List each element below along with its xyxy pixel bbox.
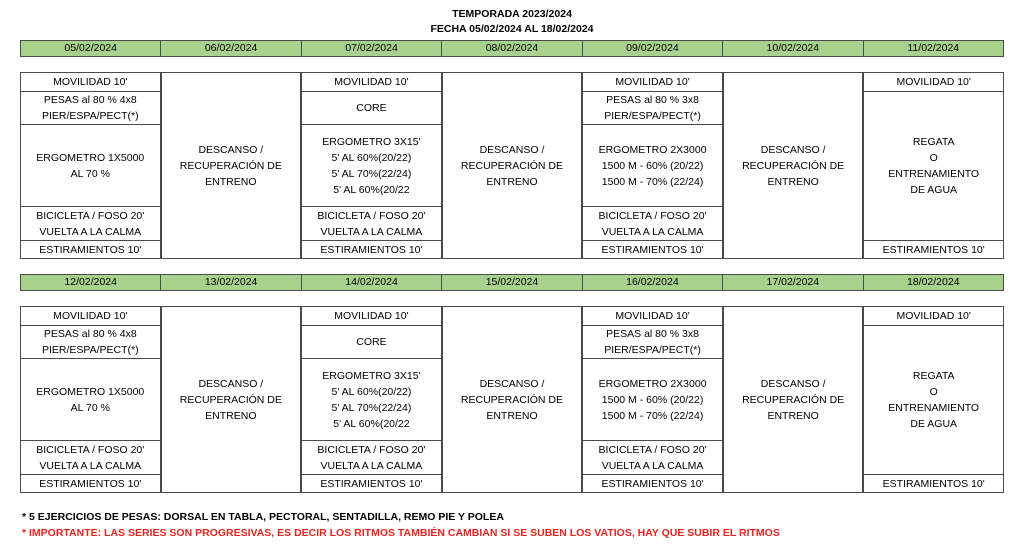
cell-text-line: ENTRENO <box>486 409 538 422</box>
cell-text-line: 1500 M - 70% (22/24) <box>601 175 704 188</box>
weights-cell <box>582 325 723 359</box>
cell-text-line: ENTRENO <box>205 175 257 188</box>
cell-text-line: DE AGUA <box>910 418 958 430</box>
weights-cell <box>20 325 161 359</box>
mobility-cell <box>301 306 442 326</box>
date-cell: 13/02/2024 <box>161 275 301 291</box>
regatta-cell <box>863 91 1004 241</box>
cell-text-line: ESTIRAMIENTOS 10' <box>601 243 704 256</box>
cell-text-line: 5' AL 60%(20/22 <box>333 417 410 430</box>
cell-text-line: BICICLETA / FOSO 20' <box>317 209 426 222</box>
cell-text-line: ESTIRAMIENTOS 10' <box>882 243 985 256</box>
core-cell <box>301 91 442 125</box>
cell-text-line: 1500 M - 60% (20/22) <box>601 159 704 172</box>
cooldown-cell <box>20 440 161 475</box>
cell-text-line: RECUPERACIÓN DE <box>179 159 282 172</box>
cooldown-cell <box>582 440 723 475</box>
cell-text-line: REGATA <box>912 370 955 382</box>
rest-cell <box>442 306 583 493</box>
date-cell: 10/02/2024 <box>723 41 863 57</box>
date-cell: 05/02/2024 <box>21 41 161 57</box>
cell-text-line: DESCANSO / <box>479 143 545 156</box>
cell-text-line: CORE <box>356 102 387 114</box>
cell-text-line: ESTIRAMIENTOS 10' <box>39 477 142 490</box>
week-1-date-header <box>20 40 1004 57</box>
week-2-date-header <box>20 274 1004 291</box>
cell-text-line: PIER/ESPA/PECT(*) <box>41 344 139 356</box>
stretching-cell <box>301 240 442 259</box>
cell-text-line: MOVILIDAD 10' <box>615 310 690 322</box>
cell-text-line: BICICLETA / FOSO 20' <box>598 443 707 456</box>
cell-text-line: BICICLETA / FOSO 20' <box>36 209 145 222</box>
cell-text-line: MOVILIDAD 10' <box>334 310 409 322</box>
date-cell: 17/02/2024 <box>723 275 863 291</box>
cell-text-line: DESCANSO / <box>198 377 264 390</box>
cell-text-line: MOVILIDAD 10' <box>615 76 690 88</box>
date-range-title: FECHA 05/02/2024 AL 18/02/2024 <box>430 23 594 35</box>
ergometer-cell <box>301 124 442 207</box>
regatta-cell <box>863 325 1004 475</box>
cell-text-line: DESCANSO / <box>760 377 826 390</box>
cell-text-line: ESTIRAMIENTOS 10' <box>320 243 423 256</box>
stretching-cell <box>301 474 442 493</box>
day-column <box>20 72 161 258</box>
cell-text-line: ESTIRAMIENTOS 10' <box>601 477 704 490</box>
mobility-cell <box>863 306 1004 326</box>
weights-cell <box>582 91 723 125</box>
cell-text-line: PESAS al 80 % 3x8 <box>606 328 699 340</box>
rest-cell <box>442 72 583 259</box>
date-cell: 08/02/2024 <box>442 41 582 57</box>
cell-text-line: MOVILIDAD 10' <box>53 310 128 322</box>
cell-text-line: VUELTA A LA CALMA <box>601 459 704 472</box>
date-cell: 12/02/2024 <box>21 275 161 291</box>
cell-text-line: RECUPERACIÓN DE <box>742 393 845 406</box>
footnote-important: * IMPORTANTE: LAS SERIES SON PROGRESIVAS, ES DECIR LOS RITMOS TAMBIÉN CAMBIAN SI SE SUBEN LOS VATIOS, HAY QUE SUBIR EL RITMOS <box>22 527 780 539</box>
cell-text-line: VUELTA A LA CALMA <box>320 459 423 472</box>
date-cell: 14/02/2024 <box>301 275 441 291</box>
cooldown-cell <box>20 206 161 241</box>
cell-text-line: 5' AL 70%(22/24) <box>331 401 412 414</box>
cell-text-line: ESTIRAMIENTOS 10' <box>320 477 423 490</box>
cell-text-line: ERGOMETRO 1X5000 <box>36 151 145 164</box>
ergometer-cell <box>301 358 442 441</box>
cell-text-line: 1500 M - 70% (22/24) <box>601 409 704 422</box>
rest-cell <box>723 72 864 259</box>
cell-text-line: ERGOMETRO 3X15' <box>322 135 421 148</box>
cell-text-line: DESCANSO / <box>479 377 545 390</box>
stretching-cell <box>863 474 1004 493</box>
day-column <box>442 306 583 492</box>
cell-text-line: MOVILIDAD 10' <box>896 310 971 322</box>
ergometer-cell <box>582 124 723 207</box>
date-cell: 18/02/2024 <box>863 275 1003 291</box>
cell-text-line: ESTIRAMIENTOS 10' <box>39 243 142 256</box>
day-column <box>301 306 442 492</box>
cell-text-line: VUELTA A LA CALMA <box>39 225 142 238</box>
stretching-cell <box>20 240 161 259</box>
day-column <box>20 306 161 492</box>
cell-text-line: ERGOMETRO 2X3000 <box>598 143 707 156</box>
mobility-cell <box>301 72 442 92</box>
cell-text-line: AL 70 % <box>70 401 110 414</box>
mobility-cell <box>582 72 723 92</box>
stretching-cell <box>582 474 723 493</box>
cell-text-line: ENTRENO <box>767 175 819 188</box>
cell-text-line: O <box>929 152 938 164</box>
date-cell: 11/02/2024 <box>863 41 1003 57</box>
day-column <box>723 306 864 492</box>
cell-text-line: VUELTA A LA CALMA <box>39 459 142 472</box>
cell-text-line: ENTRENO <box>767 409 819 422</box>
rest-cell <box>161 72 302 259</box>
cell-text-line: REGATA <box>912 136 955 148</box>
cooldown-cell <box>301 206 442 241</box>
ergometer-cell <box>582 358 723 441</box>
cell-text-line: 5' AL 60%(20/22 <box>333 183 410 196</box>
day-column <box>582 306 723 492</box>
cell-text-line: RECUPERACIÓN DE <box>460 159 564 172</box>
date-cell: 15/02/2024 <box>442 275 582 291</box>
cell-text-line: MOVILIDAD 10' <box>334 76 409 88</box>
cell-text-line: RECUPERACIÓN DE <box>460 393 564 406</box>
cell-text-line: BICICLETA / FOSO 20' <box>598 209 707 222</box>
day-column <box>582 72 723 258</box>
cell-text-line: PIER/ESPA/PECT(*) <box>604 110 701 122</box>
cell-text-line: 5' AL 70%(22/24) <box>331 167 412 180</box>
cell-text-line: 1500 M - 60% (20/22) <box>601 393 704 406</box>
mobility-cell <box>863 72 1004 92</box>
cell-text-line: ESTIRAMIENTOS 10' <box>882 477 985 490</box>
cell-text-line: DESCANSO / <box>760 143 826 156</box>
stretching-cell <box>20 474 161 493</box>
rest-cell <box>723 306 864 493</box>
cell-text-line: RECUPERACIÓN DE <box>742 159 845 172</box>
cell-text-line: PESAS al 80 % 4x8 <box>43 328 137 340</box>
stretching-cell <box>582 240 723 259</box>
cell-text-line: PIER/ESPA/PECT(*) <box>41 110 139 122</box>
core-cell <box>301 325 442 359</box>
footnote-weights: * 5 EJERCICIOS DE PESAS: DORSAL EN TABLA, PECTORAL, SENTADILLA, REMO PIE Y POLEA <box>22 511 504 523</box>
date-cell: 07/02/2024 <box>301 41 441 57</box>
mobility-cell <box>582 306 723 326</box>
cell-text-line: 5' AL 60%(20/22) <box>331 385 412 398</box>
cell-text-line: VUELTA A LA CALMA <box>320 225 423 238</box>
cell-text-line: ERGOMETRO 2X3000 <box>598 377 707 390</box>
rest-cell <box>161 306 302 493</box>
cell-text-line: MOVILIDAD 10' <box>53 76 128 88</box>
cell-text-line: ERGOMETRO 3X15' <box>322 369 421 382</box>
day-column <box>863 72 1004 258</box>
cooldown-cell <box>301 440 442 475</box>
cell-text-line: BICICLETA / FOSO 20' <box>317 443 426 456</box>
stretching-cell <box>863 240 1004 259</box>
cell-text-line: O <box>929 386 938 398</box>
cell-text-line: ENTRENAMIENTO <box>888 402 980 414</box>
cell-text-line: ENTRENAMIENTO <box>888 168 980 180</box>
date-cell: 16/02/2024 <box>582 275 722 291</box>
cell-text-line: DE AGUA <box>910 184 958 196</box>
day-column <box>301 72 442 258</box>
cell-text-line: ERGOMETRO 1X5000 <box>36 385 145 398</box>
cell-text-line: 5' AL 60%(20/22) <box>331 151 412 164</box>
cell-text-line: PESAS al 80 % 3x8 <box>606 94 699 106</box>
date-cell: 09/02/2024 <box>582 41 722 57</box>
season-title: TEMPORADA 2023/2024 <box>452 8 572 20</box>
cell-text-line: ENTRENO <box>486 175 538 188</box>
cell-text-line: ENTRENO <box>205 409 257 422</box>
cell-text-line: MOVILIDAD 10' <box>896 76 971 88</box>
cell-text-line: CORE <box>356 336 387 348</box>
cell-text-line: AL 70 % <box>70 167 110 180</box>
mobility-cell <box>20 306 161 326</box>
day-column <box>161 72 302 258</box>
date-cell: 06/02/2024 <box>161 41 301 57</box>
day-column <box>442 72 583 258</box>
ergometer-cell <box>20 358 161 441</box>
cell-text-line: VUELTA A LA CALMA <box>601 225 704 238</box>
cell-text-line: PESAS al 80 % 4x8 <box>43 94 137 106</box>
ergometer-cell <box>20 124 161 207</box>
weights-cell <box>20 91 161 125</box>
cell-text-line: RECUPERACIÓN DE <box>179 393 282 406</box>
day-column <box>863 306 1004 492</box>
cell-text-line: PIER/ESPA/PECT(*) <box>604 344 701 356</box>
cell-text-line: DESCANSO / <box>198 143 264 156</box>
cell-text-line: BICICLETA / FOSO 20' <box>36 443 145 456</box>
day-column <box>723 72 864 258</box>
mobility-cell <box>20 72 161 92</box>
day-column <box>161 306 302 492</box>
cooldown-cell <box>582 206 723 241</box>
